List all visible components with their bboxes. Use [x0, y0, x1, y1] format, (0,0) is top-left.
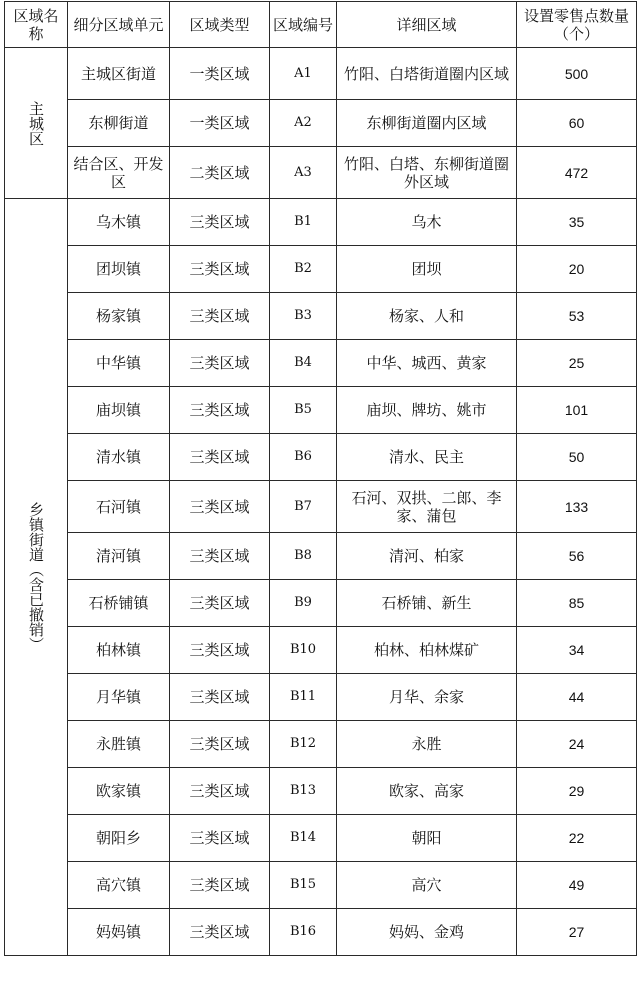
area-code-cell: A3: [270, 147, 337, 199]
detail-cell: 石桥铺、新生: [337, 580, 517, 627]
count-cell: 22: [517, 815, 637, 862]
area-code-cell: B9: [270, 580, 337, 627]
detail-cell: 东柳街道圈内区域: [337, 100, 517, 147]
area-type-cell: 三类区域: [170, 721, 270, 768]
area-code-cell: B3: [270, 293, 337, 340]
area-type-cell: 三类区域: [170, 387, 270, 434]
detail-cell: 高穴: [337, 862, 517, 909]
table-row: [5, 246, 637, 293]
area-type-cell: 二类区域: [170, 147, 270, 199]
table-row: [5, 768, 637, 815]
table-row: [5, 862, 637, 909]
sub-unit-cell: 东柳街道: [68, 100, 170, 147]
detail-cell: 石河、双拱、二郎、李家、蒲包: [337, 481, 517, 533]
header-area-code: 区域编号: [270, 2, 337, 48]
sub-unit-cell: 清河镇: [68, 533, 170, 580]
count-cell: 133: [517, 481, 637, 533]
area-type-cell: 三类区域: [170, 580, 270, 627]
area-type-cell: 一类区域: [170, 100, 270, 147]
area-code-cell: B8: [270, 533, 337, 580]
area-type-cell: 三类区域: [170, 862, 270, 909]
table-row: [5, 199, 637, 246]
area-code-cell: B1: [270, 199, 337, 246]
area-type-cell: 三类区域: [170, 815, 270, 862]
header-area-type: 区域类型: [170, 2, 270, 48]
area-code-cell: B2: [270, 246, 337, 293]
sub-unit-cell: 石河镇: [68, 481, 170, 533]
area-type-cell: 三类区域: [170, 909, 270, 956]
count-cell: 101: [517, 387, 637, 434]
table-row: [5, 580, 637, 627]
count-cell: 25: [517, 340, 637, 387]
table-row: [5, 533, 637, 580]
area-type-cell: 三类区域: [170, 674, 270, 721]
table-row: [5, 434, 637, 481]
area-type-cell: 三类区域: [170, 627, 270, 674]
sub-unit-cell: 欧家镇: [68, 768, 170, 815]
area-code-cell: B6: [270, 434, 337, 481]
sub-unit-cell: 妈妈镇: [68, 909, 170, 956]
table-row: [5, 100, 637, 147]
area-type-cell: 三类区域: [170, 434, 270, 481]
table-row: [5, 147, 637, 199]
table-row: [5, 481, 637, 533]
group-name: 乡镇街道（含已撤销）: [5, 199, 68, 956]
detail-cell: 乌木: [337, 199, 517, 246]
count-cell: 60: [517, 100, 637, 147]
table-row: [5, 627, 637, 674]
header-sub-unit: 细分区域单元: [68, 2, 170, 48]
count-cell: 44: [517, 674, 637, 721]
table-row: [5, 48, 637, 100]
table-row: [5, 721, 637, 768]
area-code-cell: A1: [270, 48, 337, 100]
retail-point-table: [4, 1, 637, 956]
sub-unit-cell: 柏林镇: [68, 627, 170, 674]
area-code-cell: B5: [270, 387, 337, 434]
area-code-cell: B4: [270, 340, 337, 387]
table-row: [5, 340, 637, 387]
sub-unit-cell: 石桥铺镇: [68, 580, 170, 627]
detail-cell: 中华、城西、黄家: [337, 340, 517, 387]
count-cell: 20: [517, 246, 637, 293]
table-row: [5, 387, 637, 434]
area-type-cell: 三类区域: [170, 768, 270, 815]
count-cell: 29: [517, 768, 637, 815]
area-type-cell: 三类区域: [170, 533, 270, 580]
count-cell: 35: [517, 199, 637, 246]
area-code-cell: B11: [270, 674, 337, 721]
count-cell: 500: [517, 48, 637, 100]
detail-cell: 欧家、高家: [337, 768, 517, 815]
sub-unit-cell: 永胜镇: [68, 721, 170, 768]
count-cell: 27: [517, 909, 637, 956]
sub-unit-cell: 乌木镇: [68, 199, 170, 246]
count-cell: 56: [517, 533, 637, 580]
count-cell: 24: [517, 721, 637, 768]
table-row: [5, 815, 637, 862]
detail-cell: 竹阳、白塔街道圈内区域: [337, 48, 517, 100]
detail-cell: 竹阳、白塔、东柳街道圈外区域: [337, 147, 517, 199]
sub-unit-cell: 杨家镇: [68, 293, 170, 340]
header-count: 设置零售点数量（个）: [517, 2, 637, 48]
detail-cell: 庙坝、牌坊、姚市: [337, 387, 517, 434]
area-type-cell: 三类区域: [170, 481, 270, 533]
sub-unit-cell: 主城区街道: [68, 48, 170, 100]
detail-cell: 月华、余家: [337, 674, 517, 721]
area-code-cell: A2: [270, 100, 337, 147]
detail-cell: 永胜: [337, 721, 517, 768]
group-name: 主城区: [5, 48, 68, 199]
table-row: [5, 674, 637, 721]
count-cell: 472: [517, 147, 637, 199]
count-cell: 50: [517, 434, 637, 481]
area-code-cell: B15: [270, 862, 337, 909]
area-code-cell: B12: [270, 721, 337, 768]
detail-cell: 清水、民主: [337, 434, 517, 481]
count-cell: 34: [517, 627, 637, 674]
sub-unit-cell: 朝阳乡: [68, 815, 170, 862]
area-type-cell: 三类区域: [170, 293, 270, 340]
table-row: [5, 909, 637, 956]
count-cell: 49: [517, 862, 637, 909]
table-row: [5, 293, 637, 340]
detail-cell: 团坝: [337, 246, 517, 293]
detail-cell: 柏林、柏林煤矿: [337, 627, 517, 674]
area-code-cell: B13: [270, 768, 337, 815]
sub-unit-cell: 清水镇: [68, 434, 170, 481]
area-type-cell: 三类区域: [170, 199, 270, 246]
area-code-cell: B7: [270, 481, 337, 533]
sub-unit-cell: 庙坝镇: [68, 387, 170, 434]
detail-cell: 杨家、人和: [337, 293, 517, 340]
area-type-cell: 三类区域: [170, 340, 270, 387]
header-detail: 详细区域: [337, 2, 517, 48]
detail-cell: 妈妈、金鸡: [337, 909, 517, 956]
area-type-cell: 一类区域: [170, 48, 270, 100]
detail-cell: 朝阳: [337, 815, 517, 862]
area-code-cell: B14: [270, 815, 337, 862]
sub-unit-cell: 中华镇: [68, 340, 170, 387]
header-row: [5, 2, 637, 48]
area-code-cell: B16: [270, 909, 337, 956]
header-area-name: 区域名称: [5, 2, 68, 48]
sub-unit-cell: 团坝镇: [68, 246, 170, 293]
detail-cell: 清河、柏家: [337, 533, 517, 580]
count-cell: 85: [517, 580, 637, 627]
count-cell: 53: [517, 293, 637, 340]
area-code-cell: B10: [270, 627, 337, 674]
area-type-cell: 三类区域: [170, 246, 270, 293]
sub-unit-cell: 高穴镇: [68, 862, 170, 909]
sub-unit-cell: 月华镇: [68, 674, 170, 721]
sub-unit-cell: 结合区、开发区: [68, 147, 170, 199]
